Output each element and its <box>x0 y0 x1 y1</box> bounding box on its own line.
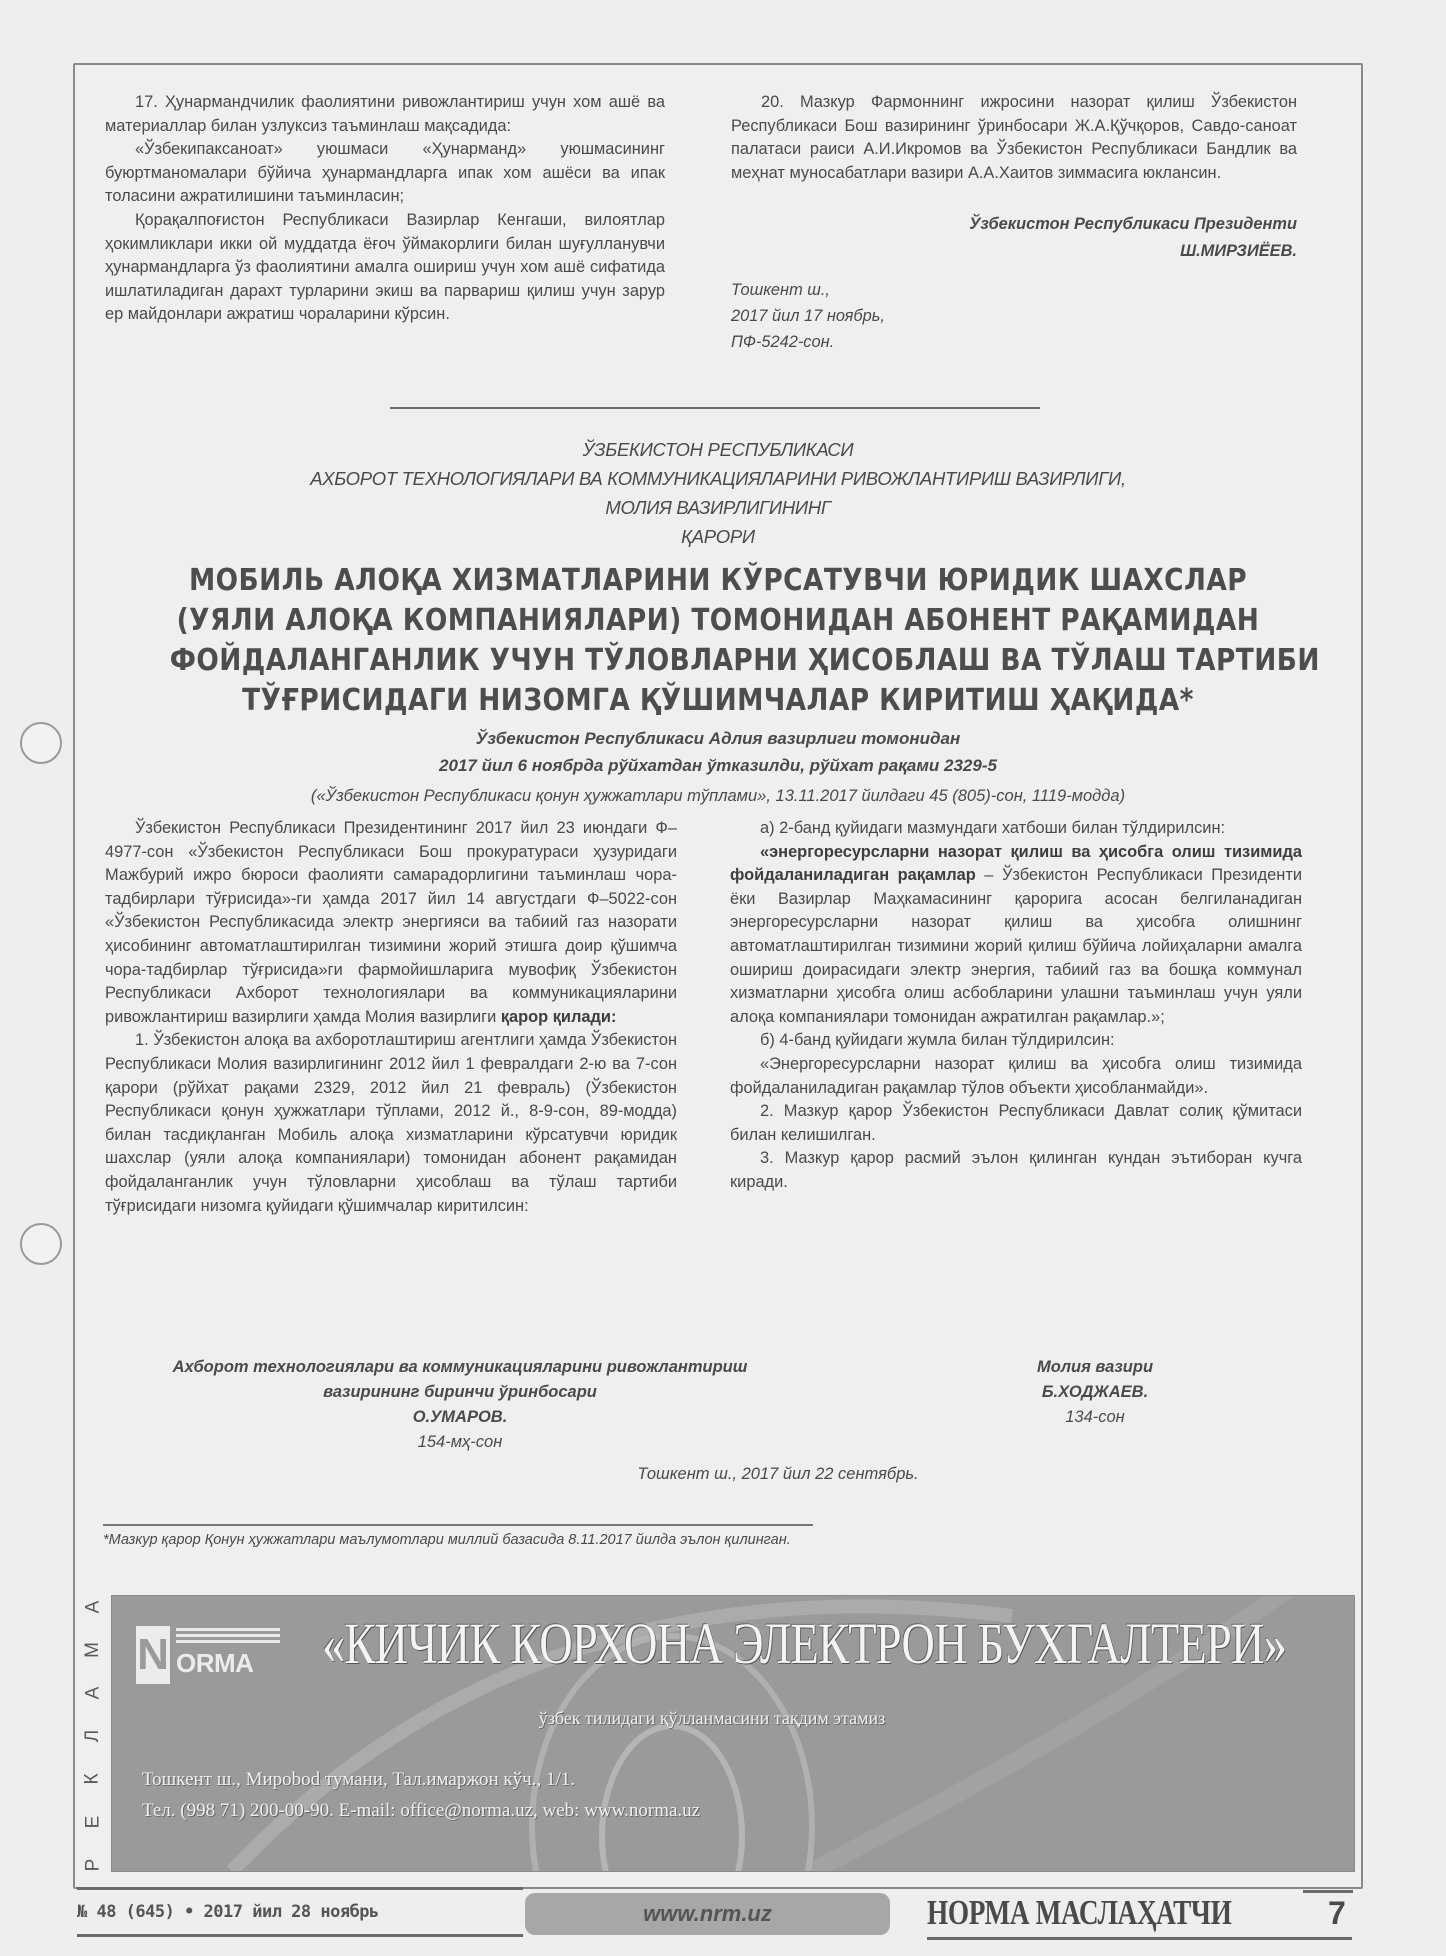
norma-logo <box>136 1626 286 1686</box>
page-frame <box>73 63 1363 1932</box>
signatory-right <box>980 1355 1210 1430</box>
issue-number-date: № 48 (645) • 2017 йил 28 ноябрь <box>77 1902 379 1922</box>
ad-contact-block <box>142 1764 700 1826</box>
item-3: 3. Мазкур қарор расмий эълон қилинган кундан эътиборан кучга киради. <box>730 1149 1302 1191</box>
issuer-line: МОЛИЯ ВАЗИРЛИГИНИНГ <box>605 497 831 518</box>
norma-logo-letter: N <box>136 1626 170 1684</box>
title-line: ФОЙДАЛАНГАНЛИК УЧУН ТЎЛОВЛАРНИ ҲИСОБЛАШ ВА ТЎЛАШ ТАРТИБИ <box>169 643 1320 678</box>
issuer-line: ЎЗБЕКИСТОН РЕСПУБЛИКАСИ <box>582 439 854 460</box>
footnote-divider <box>103 1524 813 1526</box>
preamble <box>105 817 677 1029</box>
publication-name: НОРМА МАСЛАҲАТЧИ <box>927 1893 1232 1932</box>
signatory-title-line: Ахборот технологиялари ва коммуникацияларини ривожлантириш <box>172 1358 748 1376</box>
signatory-title-line: вазирининг биринчи ўринбосари <box>323 1383 597 1401</box>
ad-label-letter: М <box>81 1642 103 1658</box>
decree-date: 2017 йил 17 ноябрь, <box>731 307 885 326</box>
decree-number: ПФ-5242-сон. <box>731 333 835 352</box>
decree-place: Тошкент ш., <box>731 281 830 300</box>
title-line: МОБИЛЬ АЛОҚА ХИЗМАТЛАРИНИ КЎРСАТУВЧИ ЮРИДИК ШАХСЛАР <box>188 563 1248 598</box>
paragraph: Қорақалпоғистон Республикаси Вазирлар Кенгаши, вилоятлар ҳокимликлари икки ой муддатда ёғоч ўймакорлиги билан шуғулланувчи ҳунармандларга ўз фаолиятини амалга ошириш учун хом ашё сифатида ишлатиладиган дарахт турларини экиш ва парвариш қилиш учун зарур ер майдонлари ажратиш чораларини кўрсин. <box>105 210 665 324</box>
punch-hole-bottom <box>20 1223 62 1265</box>
ad-address: Тошкент ш., Мирobod тумани, Тал.имаржон кўч., 1/1. <box>142 1769 575 1790</box>
item-a-term: «энергоресурсларни назорат қилиш ва ҳисобга олиш тизимида фойдаланиладиган рақамлар <box>730 842 1302 885</box>
ad-label-letter: Л <box>82 1729 103 1743</box>
website-link[interactable]: www.nrm.uz <box>525 1893 890 1935</box>
document-title <box>169 561 1320 721</box>
item-a: а) 2-банд қуйидаги мазмундаги хатбоши билан тўлдирилсин: <box>760 819 1226 837</box>
decree-place-date <box>731 277 1297 355</box>
item-2: 2. Мазкур қарор Ўзбекистон Республикаси Давлат солиқ қўмитаси билан келишилган. <box>730 1102 1302 1144</box>
section-divider <box>390 407 1040 409</box>
norma-logo-word: ORMA <box>176 1648 254 1678</box>
issue-info <box>77 1877 523 1937</box>
signatory-name: Б.ХОДЖАЕВ. <box>1041 1383 1149 1401</box>
footer-rule <box>1303 1890 1353 1893</box>
signatory-number: 154-мҳ-сон <box>417 1433 503 1451</box>
signature-name: Ш.МИРЗИЁЕВ. <box>1180 242 1297 261</box>
page-footer <box>75 1877 1361 1943</box>
ad-label-letter: Р <box>82 1858 103 1872</box>
preamble-resolution: қарор қилади: <box>500 1007 617 1026</box>
issuer-line: ҚАРОРИ <box>681 526 755 547</box>
ad-title: «КИЧИК КОРХОНА ЭЛЕКТРОН БУХГАЛТЕРИ» <box>322 1611 1287 1676</box>
item-b-quote: «Энергоресурсларни назорат қилиш ва ҳисобга олиш тизимида фойдаланиладиган рақамлар тўлов объекти ҳисобланмайди». <box>730 1054 1302 1097</box>
previous-decree-right-column <box>731 91 1297 355</box>
place-date: Тошкент ш., 2017 йил 22 сентябрь. <box>637 1465 919 1483</box>
issuer-line: АХБОРОТ ТЕХНОЛОГИЯЛАРИ ВА КОММУНИКАЦИЯЛАРИНИ РИВОЖЛАНТИРИШ ВАЗИРЛИГИ, <box>310 468 1126 489</box>
signatory-title: Молия вазири <box>1036 1358 1154 1376</box>
registration-note <box>75 725 1361 779</box>
footer-rule <box>77 1934 523 1937</box>
signatory-number: 134-сон <box>1065 1408 1125 1426</box>
item-1: 1. Ўзбекистон алоқа ва ахборотлаштириш агентлиги ҳамда Ўзбекистон Республикаси Молия вазирлигининг 2012 йил 1 февралдаги 2-ю ва 7-сон қарори (рўйхат рақами 2329, 2012 йил 21 февраль) (Ўзбекистон Республикаси қонун ҳужжатлари тўплами, 2012 й., 8-9-сон, 89-модда) билан тасдиқланган Мобиль алоқа хизматларини кўрсатувчи юридик шахслар (уяли алоқа компаниялари) томонидан абонент рақамидан фойдаланганлик учун тўловларни ҳисоблаш ва тўлаш тартиби тўғрисидаги низомга қуйидаги қўшимчалар киритилсин: <box>105 1031 677 1215</box>
title-line: (УЯЛИ АЛОҚА КОМПАНИЯЛАРИ) ТОМОНИДАН АБОНЕНТ РАҚАМИДАН <box>176 603 1260 638</box>
advertisement-label <box>79 1596 107 1876</box>
signatory-name: О.УМАРОВ. <box>412 1408 508 1426</box>
paragraph: «Ўзбекипаксаноат» уюшмаси «Ҳунарманд» уюшмасининг буюртманомалари бўйича ҳунармандларга ипак хом ашёси ва ипак толасини ажратилишини таъминласин; <box>105 140 665 206</box>
ad-label-letter: А <box>82 1600 103 1614</box>
ad-label-letter: А <box>82 1686 103 1700</box>
advertisement-banner[interactable] <box>111 1595 1355 1872</box>
registration-line: Ўзбекистон Республикаси Адлия вазирлиги томонидан <box>475 729 961 748</box>
publication-reference: («Ўзбекистон Республикаси қонун ҳужжатлари тўплами», 13.11.2017 йилдаги 45 (805)-сон, 1119-модда) <box>310 787 1126 805</box>
ad-label-letter: Е <box>82 1815 103 1829</box>
footnote: *Мазкур қарор Қонун ҳужжатлари маълумотлари миллий базасида 8.11.2017 йилда эълон қилинган. <box>103 1532 791 1548</box>
punch-hole-top <box>20 722 62 764</box>
footer-rule <box>77 1887 523 1890</box>
ad-label-letter: К <box>81 1773 103 1785</box>
signature-title: Ўзбекистон Республикаси Президенти <box>969 215 1297 234</box>
footer-rule <box>927 1937 1352 1940</box>
item-b: б) 4-банд қуйидаги жумла билан тўлдирилсин: <box>760 1031 1115 1050</box>
ad-subtitle: ўзбек тилидаги қўлланмасини тақдим этамиз <box>538 1708 886 1728</box>
paragraph: 17. Ҳунармандчилик фаолиятини ривожлантириш учун хом ашё ва материаллар билан узлуксиз таъминлаш мақсадида: <box>105 93 665 135</box>
page-number: 7 <box>1328 1895 1346 1931</box>
title-line: ТЎҒРИСИДАГИ НИЗОМГА ҚЎШИМЧАЛАР КИРИТИШ ҲАҚИДА* <box>242 683 1194 718</box>
body-right-column <box>730 817 1302 1195</box>
paragraph: 20. Мазкур Фармоннинг ижросини назорат қилиш Ўзбекистон Республикаси Бош вазирининг ўринбосари Ж.А.Қўчқоров, Савдо-саноат палатаси раиси А.И.Икромов ва Ўзбекистон Республикаси Бандлик ва меҳнат муносабатлари вазири А.А.Хаитов зиммасига юклансин. <box>731 93 1297 182</box>
ad-contacts[interactable]: Тел. (998 71) 200-00-90. E-mail: office@norma.uz, web: www.norma.uz <box>142 1800 701 1821</box>
signatory-left <box>95 1355 825 1455</box>
body-left-column <box>105 817 677 1218</box>
item-a-definition: – Ўзбекистон Республикаси Президенти ёки Вазирлар Маҳкамасининг қарорига асосан белгиланадиган энергоресурсларни назорат қилиш ва ҳисобга олишнинг автоматлаштирилган тизимини жорий қилиш бўйича лойиҳаларни амалга ошириш доирасидаги электр энергия, табиий газ ва бошқа коммунал хизматларни ҳисобга олиш асбобларини улашни таъминлаш учун уяли алоқа компаниялари томонидан ажратилган рақамлар.»; <box>730 866 1302 1026</box>
issuer-block <box>75 435 1361 551</box>
preamble-text: Ўзбекистон Республикаси Президентининг 2017 йил 23 июндаги Ф–4977-сон «Ўзбекистон Республикаси Бош прокуратураси ҳузуридаги Мажбурий ижро бюроси фаолияти самарадорлигини таъминлаш чора-тадбирлари тўғрисида»-ги ҳамда 2017 йил 14 августдаги Ф–5022-сон «Ўзбекистон Республикасида электр энергияси ва табиий газ назорати ҳисобининг автоматлаштирилган тизимини жорий этишга доир қўшимча чора-тадбирлар тўғрисида»ги фармойишларига мувофиқ Ўзбекистон Республикаси Ахборот технологиялари ва коммуникацияларини ривожлантириш вазирлиги ҳамда Молия вазирлиги <box>105 819 677 1026</box>
item-a-quote <box>730 841 1302 1030</box>
previous-decree-left-column <box>105 91 665 327</box>
president-signature <box>731 211 1297 265</box>
registration-line: 2017 йил 6 ноябрда рўйхатдан ўтказилди, рўйхат рақами 2329-5 <box>439 756 997 775</box>
